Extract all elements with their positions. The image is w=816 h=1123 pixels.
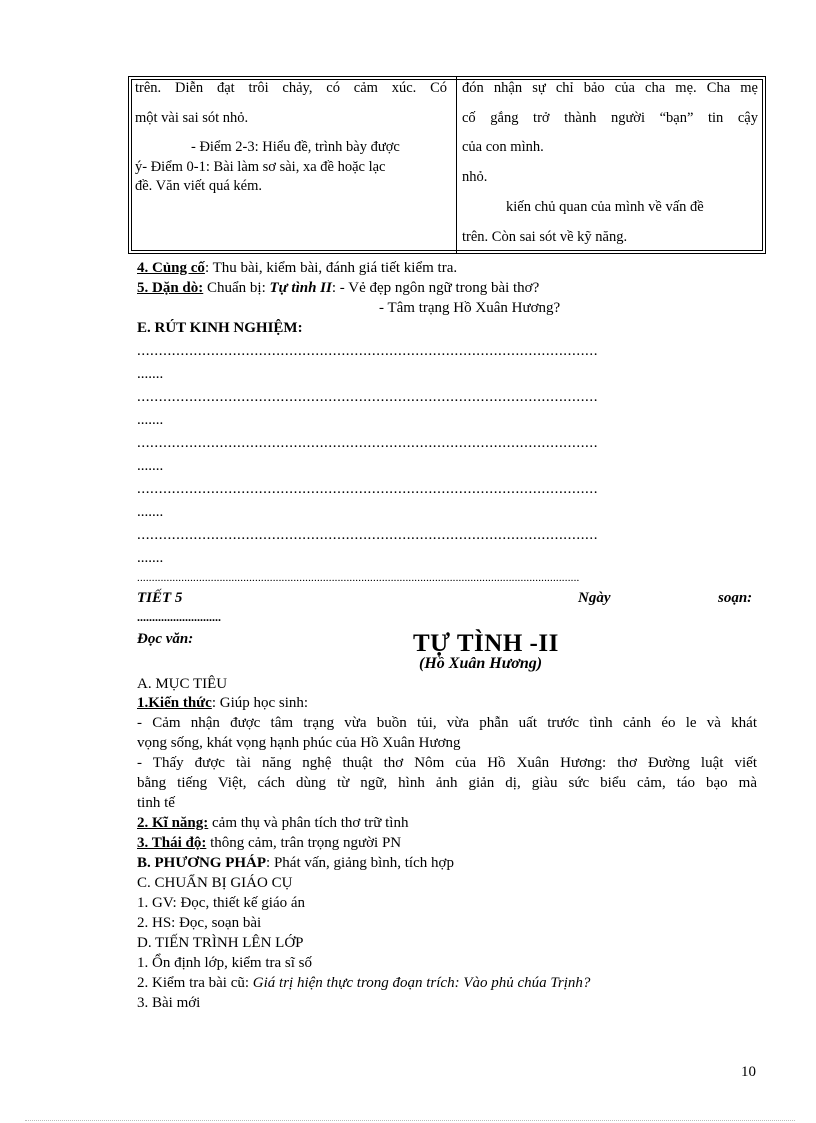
tiet-dots: ............................ [137, 610, 221, 624]
tien-trinh-3: 3. Bài mới [137, 995, 201, 1011]
table-left-line-1: trên. Diễn đạt trôi chảy, có cảm xúc. Có [135, 80, 447, 96]
cung-co-text: : Thu bài, kiểm bài, đánh giá tiết kiểm tra. [204, 260, 458, 276]
tien-trinh-2 [137, 975, 590, 992]
page-number: 10 [741, 1064, 756, 1080]
table-left-line-2: một vài sai sót nhỏ. [135, 110, 249, 126]
note-dotted-short-3: ....... [137, 458, 164, 474]
kien-thuc-label: 1.Kiến thức [137, 695, 212, 711]
table-right-line-2: cố gắng trở thành người “bạn” tin cậy [462, 110, 758, 126]
kien-thuc-1a: - Cảm nhận được tâm trạng vừa buồn tủi, vừa phẫn uất trước tình cảnh éo le và khát [137, 715, 757, 731]
chuan-bi-heading: C. CHUẨN BỊ GIÁO CỤ [137, 875, 293, 891]
ngay-label: Ngày [578, 590, 611, 606]
table-right-line-5: kiến chủ quan của mình về vấn đề [506, 199, 704, 215]
kien-thuc-2c: tinh tế [137, 795, 175, 811]
muc-tieu-heading: A. MỤC TIÊU [137, 676, 228, 692]
ki-nang-text: cảm thụ và phân tích thơ trữ tình [208, 815, 409, 831]
ki-nang-line [137, 815, 408, 832]
lesson-author: (Hồ Xuân Hương) [419, 655, 543, 672]
note-dotted-short-5: ....... [137, 550, 164, 566]
thai-do-label: 3. Thái độ: [137, 835, 207, 851]
dan-do-poem: Tự tình II [269, 280, 332, 296]
note-dotted-short-4: ....... [137, 504, 164, 520]
note-dotted-line-5: .......................................................................................................... [137, 527, 599, 543]
table-column-divider [456, 77, 457, 253]
table-left-line-4: ý- Điểm 0-1: Bài làm sơ sài, xa đề hoặc lạc [135, 159, 386, 175]
phuong-phap-label: B. PHƯƠNG PHÁP [137, 855, 267, 871]
phuong-phap-line [137, 855, 454, 872]
thai-do-text: thông cảm, trân trọng người PN [206, 835, 402, 851]
table-right-line-6: trên. Còn sai sót về kỹ năng. [462, 229, 628, 245]
page-bottom-border [25, 1120, 795, 1121]
tiet-label: TIẾT 5 [137, 590, 183, 606]
dan-do-pre: Chuẩn bị: [203, 280, 270, 296]
table-right-line-3: của con mình. [462, 139, 544, 155]
thai-do-line [137, 835, 401, 852]
table-right-line-1: đón nhận sự chỉ bảo của cha mẹ. Cha mẹ [462, 80, 758, 96]
soan-label: soạn: [718, 590, 753, 606]
kien-thuc-2a: - Thấy được tài năng nghệ thuật thơ Nôm của Hồ Xuân Hương: thơ Đường luật viết [137, 755, 757, 771]
note-dotted-line-3: .......................................................................................................... [137, 435, 599, 451]
dan-do-label: 5. Dặn dò: [137, 280, 204, 296]
cung-co-label: 4. Củng cố [137, 260, 205, 276]
rut-kinh-nghiem-heading: E. RÚT KINH NGHIỆM: [137, 320, 303, 336]
tien-trinh-1: 1. Ổn định lớp, kiểm tra sĩ số [137, 955, 313, 971]
kien-thuc-text: : Giúp học sinh: [211, 695, 309, 711]
note-dotted-short-1: ....... [137, 366, 164, 382]
dan-do-q1: : - Vẻ đẹp ngôn ngữ trong bài thơ? [331, 280, 540, 296]
tien-trinh-heading: D. TIẾN TRÌNH LÊN LỚP [137, 935, 304, 951]
table-right-line-4: nhỏ. [462, 169, 488, 185]
grading-table [128, 76, 766, 254]
phuong-phap-text: : Phát vấn, giảng bình, tích hợp [266, 855, 454, 871]
note-dotted-short-2: ....... [137, 412, 164, 428]
chuan-bi-gv: 1. GV: Đọc, thiết kế giáo án [137, 895, 306, 911]
table-left-line-3: - Điểm 2-3: Hiểu đề, trình bày được [191, 139, 400, 155]
note-dotted-line-2: .......................................................................................................... [137, 389, 599, 405]
kiem-tra-bai-cu-label: 2. Kiểm tra bài cũ: [137, 975, 253, 991]
table-left-line-5: đề. Văn viết quá kém. [135, 178, 262, 194]
ki-nang-label: 2. Kĩ năng: [137, 815, 209, 831]
doc-van-label: Đọc văn: [137, 631, 194, 647]
kien-thuc-line [137, 695, 308, 712]
cung-co-line [137, 260, 457, 277]
kien-thuc-2b: bằng tiếng Việt, cách dùng từ ngữ, hình ảnh giản dị, giàu sức biểu cảm, táo bạo mà [137, 775, 757, 791]
lesson-title: TỰ TÌNH -II [413, 630, 559, 657]
note-dotted-line-1: .......................................................................................................... [137, 343, 599, 359]
dan-do-q2: - Tâm trạng Hồ Xuân Hương? [379, 300, 561, 316]
chuan-bi-hs: 2. HS: Đọc, soạn bài [137, 915, 262, 931]
dan-do-line [137, 280, 539, 297]
note-dotted-line-small: ...................................................................................................................................................... [137, 572, 580, 584]
note-dotted-line-4: .......................................................................................................... [137, 481, 599, 497]
kien-thuc-1b: vọng sống, khát vọng hạnh phúc của Hồ Xuân Hương [137, 735, 461, 751]
kiem-tra-bai-cu-question: Giá trị hiện thực trong đoạn trích: Vào phủ chúa Trịnh? [252, 975, 591, 991]
